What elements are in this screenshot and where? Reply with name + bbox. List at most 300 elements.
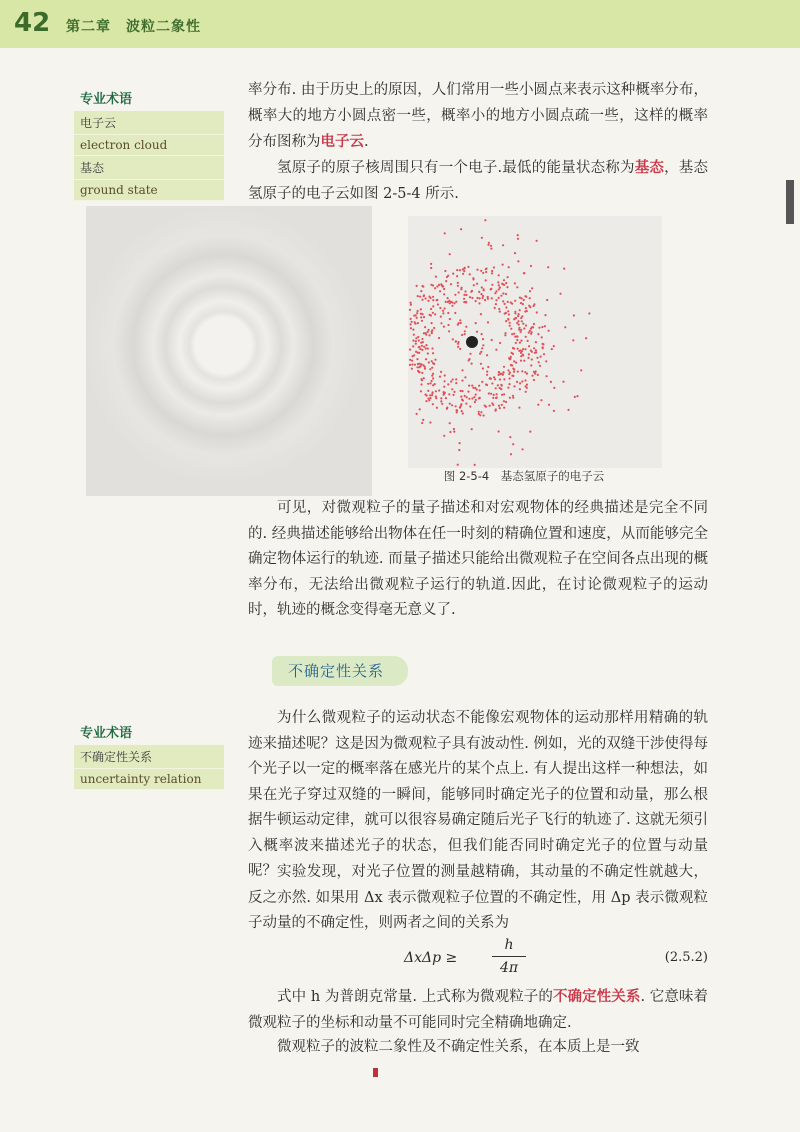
interference-image: [86, 206, 372, 496]
cloud-dot: [520, 317, 522, 319]
cloud-dot: [517, 315, 519, 317]
cloud-dot: [438, 389, 440, 391]
cloud-dot: [416, 358, 418, 360]
cloud-dot: [438, 337, 440, 339]
cloud-dot: [512, 443, 514, 445]
cloud-dot: [442, 312, 444, 314]
cloud-dot: [538, 361, 540, 363]
cloud-dot: [512, 347, 514, 349]
cloud-dot: [517, 371, 519, 373]
cloud-dot: [494, 410, 496, 412]
cloud-dot: [530, 265, 532, 267]
cloud-dot: [573, 314, 575, 316]
term-electron-cloud: 电子云: [320, 133, 364, 150]
cloud-dot: [443, 386, 445, 388]
cloud-dot: [486, 354, 488, 356]
cloud-dot: [461, 287, 463, 289]
cloud-dot: [431, 375, 433, 377]
cloud-dot: [520, 302, 522, 304]
cloud-dot: [421, 422, 423, 424]
cloud-dot: [486, 374, 488, 376]
para-text: 氢原子的原子核周围只有一个电子.最低的能量状态称为: [277, 160, 635, 176]
cloud-dot: [411, 321, 413, 323]
cloud-dot: [431, 380, 433, 382]
cloud-dot: [429, 421, 431, 423]
cloud-dot: [418, 346, 420, 348]
cloud-dot: [449, 431, 451, 433]
cloud-dot: [453, 431, 455, 433]
cloud-dot: [421, 320, 423, 322]
cloud-dot: [515, 342, 517, 344]
cloud-dot: [525, 307, 527, 309]
cloud-dot: [503, 279, 505, 281]
cloud-dot: [482, 338, 484, 340]
glossary-term: uncertainty relation: [74, 769, 224, 790]
cloud-dot: [519, 382, 521, 384]
cloud-dot: [409, 309, 411, 311]
cloud-dot: [464, 330, 466, 332]
cloud-dot: [409, 349, 411, 351]
cloud-dot: [482, 295, 484, 297]
cloud-dot: [509, 397, 511, 399]
cloud-dot: [530, 364, 532, 366]
cloud-dot: [480, 363, 482, 365]
para-text: 微观粒子的波粒二象性及不确定性关系，在本质上是一致: [277, 1039, 640, 1055]
cloud-dot: [509, 322, 511, 324]
cloud-dot: [416, 285, 418, 287]
cloud-dot: [499, 287, 501, 289]
cloud-dot: [518, 313, 520, 315]
cloud-dot: [464, 290, 466, 292]
cloud-dot: [523, 360, 525, 362]
cloud-dot: [436, 299, 438, 301]
cloud-dot: [472, 278, 474, 280]
cloud-dot: [463, 294, 465, 296]
cloud-dot: [419, 348, 421, 350]
cloud-dot: [522, 303, 524, 305]
cloud-dot: [507, 369, 509, 371]
cloud-dot: [448, 330, 450, 332]
cloud-dot: [502, 292, 504, 294]
cloud-dot: [511, 333, 513, 335]
cloud-dot: [520, 355, 522, 357]
cloud-dot: [459, 269, 461, 271]
cloud-dot: [495, 290, 497, 292]
cloud-dot: [548, 404, 550, 406]
cloud-dot: [563, 268, 565, 270]
cloud-dot: [496, 393, 498, 395]
cloud-dot: [525, 324, 527, 326]
page-edge-mark: [786, 180, 794, 224]
cloud-dot: [454, 294, 456, 296]
cloud-dot: [520, 331, 522, 333]
cloud-dot: [457, 285, 459, 287]
cloud-dot: [464, 395, 466, 397]
cloud-dot: [524, 348, 526, 350]
cloud-dot: [517, 234, 519, 236]
cloud-dot: [496, 396, 498, 398]
cloud-dot: [478, 385, 480, 387]
cloud-dot: [503, 407, 505, 409]
cloud-dot: [498, 405, 500, 407]
cloud-dot: [469, 353, 471, 355]
uncertainty-formula: [400, 936, 730, 980]
cloud-dot: [454, 312, 456, 314]
cloud-dot: [410, 304, 412, 306]
cloud-dot: [503, 400, 505, 402]
cloud-dot: [445, 397, 447, 399]
cloud-dot: [505, 306, 507, 308]
cloud-dot: [567, 409, 569, 411]
cloud-dot: [465, 326, 467, 328]
cloud-dot: [447, 383, 449, 385]
cloud-dot: [432, 305, 434, 307]
cloud-dot: [474, 464, 476, 466]
page-header: [0, 0, 800, 48]
paragraph-6: [248, 984, 708, 1036]
cloud-dot: [426, 395, 428, 397]
cloud-dot: [484, 405, 486, 407]
cloud-dot: [519, 349, 521, 351]
cloud-dot: [519, 342, 521, 344]
cloud-dot: [467, 391, 469, 393]
cloud-dot: [447, 312, 449, 314]
cloud-dot: [434, 287, 436, 289]
cloud-dot: [516, 335, 518, 337]
cloud-dot: [431, 347, 433, 349]
cloud-dot: [443, 288, 445, 290]
cloud-dot: [580, 369, 582, 371]
cloud-dot: [513, 333, 515, 335]
cloud-dot: [438, 284, 440, 286]
cloud-dot: [503, 378, 505, 380]
cloud-dot: [440, 316, 442, 318]
cloud-dot: [544, 325, 546, 327]
cloud-dot: [497, 281, 499, 283]
cloud-dot: [452, 273, 454, 275]
cloud-dot: [420, 390, 422, 392]
cloud-dot: [460, 396, 462, 398]
cloud-dot: [480, 351, 482, 353]
cloud-dot: [420, 383, 422, 385]
cloud-dot: [491, 382, 493, 384]
cloud-dot: [409, 359, 411, 361]
cloud-dot: [468, 398, 470, 400]
cloud-dot: [553, 410, 555, 412]
cloud-dot: [490, 248, 492, 250]
cloud-dot: [431, 331, 433, 333]
formula-numerator: h: [504, 937, 514, 953]
cloud-dot: [480, 270, 482, 272]
cloud-dot: [428, 334, 430, 336]
cloud-dot: [428, 399, 430, 401]
cloud-dot: [511, 303, 513, 305]
cloud-dot: [432, 299, 434, 301]
page-number: 42: [14, 8, 51, 38]
cloud-dot: [449, 253, 451, 255]
cloud-dot: [453, 391, 455, 393]
cloud-dot: [474, 401, 476, 403]
cloud-dot: [469, 273, 471, 275]
cloud-dot: [528, 332, 530, 334]
cloud-dot: [430, 267, 432, 269]
cloud-dot: [461, 380, 463, 382]
cloud-dot: [517, 348, 519, 350]
cloud-dot: [443, 435, 445, 437]
cloud-dot: [431, 322, 433, 324]
cloud-dot: [432, 384, 434, 386]
cloud-dot: [428, 361, 430, 363]
cloud-dot: [417, 295, 419, 297]
cloud-dot: [451, 404, 453, 406]
cloud-dot: [421, 345, 423, 347]
cloud-dot: [459, 442, 461, 444]
cloud-dot: [478, 411, 480, 413]
para-text: 率分布. 由于历史上的原因，人们常用一些小圆点来表示这种概率分布，概率大的地方小圆点密一些，概率小的地方小圆点疏一些，这样的概率分布图称为: [248, 82, 708, 150]
cloud-dot: [516, 339, 518, 341]
cloud-dot: [574, 396, 576, 398]
cloud-dot: [526, 373, 528, 375]
cloud-dot: [455, 382, 457, 384]
cloud-dot: [461, 390, 463, 392]
cloud-dot: [443, 293, 445, 295]
cloud-dot: [449, 422, 451, 424]
cloud-dot: [430, 308, 432, 310]
cloud-dot: [418, 352, 420, 354]
cloud-dot: [481, 333, 483, 335]
cloud-dot: [514, 300, 516, 302]
sidebar-glossary-1: [74, 88, 224, 201]
cloud-dot: [412, 345, 414, 347]
cloud-dot: [504, 332, 506, 334]
cloud-dot: [564, 326, 566, 328]
cloud-dot: [553, 345, 555, 347]
cloud-dot: [505, 293, 507, 295]
cloud-dot: [498, 274, 500, 276]
cloud-dot: [446, 276, 448, 278]
glossary-term: electron cloud: [74, 135, 224, 156]
cloud-dot: [471, 290, 473, 292]
paragraph-2: [248, 155, 708, 207]
cloud-dot: [536, 357, 538, 359]
cloud-dot: [419, 296, 421, 298]
paragraph-1: [248, 78, 708, 156]
cloud-dot: [572, 339, 574, 341]
cloud-dot: [413, 334, 415, 336]
cloud-dot: [519, 309, 521, 311]
para-text: 可见，对微观粒子的量子描述和对宏观物体的经典描述是完全不同的. 经典描述能够给出物体在任一时刻的精确位置和速度，从而能够完全确定物体运行的轨迹. 而量子描述只能给出微观粒子在空间各点出现的概率分布，无法给出微观粒子运行的轨道.因此，在讨论微观粒子的运动时，轨迹的概念变得毫无意义了.: [248, 500, 708, 618]
cloud-dot: [417, 310, 419, 312]
cloud-dot: [540, 399, 542, 401]
cloud-dot: [529, 306, 531, 308]
cloud-dot: [546, 375, 548, 377]
cloud-dot: [537, 374, 539, 376]
cloud-dot: [461, 399, 463, 401]
cloud-dot: [410, 327, 412, 329]
cloud-dot: [481, 347, 483, 349]
electron-cloud-svg: [408, 216, 662, 468]
cloud-dot: [509, 358, 511, 360]
cloud-dot: [432, 312, 434, 314]
cloud-dot: [491, 284, 493, 286]
cloud-dot: [533, 323, 535, 325]
cloud-dot: [512, 397, 514, 399]
cloud-dot: [451, 305, 453, 307]
figure-electron-cloud: [86, 206, 682, 498]
cloud-dot: [484, 219, 486, 221]
cloud-dot: [432, 373, 434, 375]
cloud-dot: [411, 363, 413, 365]
cloud-dot: [421, 349, 423, 351]
cloud-dot: [455, 340, 457, 342]
cloud-dot: [421, 299, 423, 301]
cloud-dot: [531, 358, 533, 360]
cloud-dot: [536, 240, 538, 242]
cloud-dot: [436, 285, 438, 287]
cloud-dot: [493, 394, 495, 396]
cloud-dot: [537, 333, 539, 335]
cloud-dot: [495, 349, 497, 351]
cloud-dot: [493, 376, 495, 378]
cloud-dot: [522, 323, 524, 325]
cloud-dot: [430, 382, 432, 384]
cloud-dot: [527, 357, 529, 359]
cloud-dot: [458, 291, 460, 293]
cloud-dot: [530, 333, 532, 335]
term-ground-state: 基态: [634, 159, 665, 176]
cloud-dot: [490, 245, 492, 247]
cloud-dot: [542, 347, 544, 349]
cloud-dot: [461, 334, 463, 336]
cloud-dot: [508, 266, 510, 268]
cloud-dot: [516, 286, 518, 288]
equation-number: (2.5.2): [664, 950, 708, 965]
cloud-dot: [440, 371, 442, 373]
cloud-dot: [425, 297, 427, 299]
glossary-term: 基态: [74, 156, 224, 180]
cloud-dot: [425, 334, 427, 336]
cloud-dot: [410, 323, 412, 325]
cloud-dot: [524, 379, 526, 381]
cloud-dot: [427, 348, 429, 350]
cloud-dot: [432, 403, 434, 405]
cloud-dot: [541, 336, 543, 338]
cloud-dot: [503, 393, 505, 395]
cloud-dot: [427, 300, 429, 302]
cloud-dot: [456, 411, 458, 413]
paragraph-3: [248, 496, 708, 624]
cloud-dot: [517, 260, 519, 262]
cloud-dot: [491, 339, 493, 341]
cloud-dot: [485, 271, 487, 273]
cloud-dot: [431, 394, 433, 396]
cloud-dot: [487, 321, 489, 323]
cloud-dot: [471, 385, 473, 387]
cloud-dot: [510, 453, 512, 455]
cloud-dot: [518, 324, 520, 326]
cloud-dot: [508, 313, 510, 315]
cloud-dot: [475, 322, 477, 324]
glossary-title: 专业术语: [80, 92, 133, 107]
cloud-dot: [531, 287, 533, 289]
cloud-dot: [514, 252, 516, 254]
cloud-dot: [420, 290, 422, 292]
cloud-dot: [475, 394, 477, 396]
cloud-dot: [416, 317, 418, 319]
cloud-dot: [471, 363, 473, 365]
glossary-term: ground state: [74, 180, 224, 201]
cloud-dot: [444, 374, 446, 376]
cloud-dot: [411, 360, 413, 362]
cloud-dot: [511, 364, 513, 366]
cloud-dot: [418, 371, 420, 373]
cloud-dot: [481, 286, 483, 288]
cloud-dot: [487, 298, 489, 300]
cloud-dot: [546, 299, 548, 301]
cloud-dot: [484, 299, 486, 301]
cloud-dot: [542, 343, 544, 345]
cloud-dot: [434, 313, 436, 315]
cloud-dot: [475, 399, 477, 401]
cloud-dot: [490, 288, 492, 290]
cloud-dot: [415, 337, 417, 339]
cloud-dot: [431, 392, 433, 394]
cloud-dot: [419, 408, 421, 410]
cloud-dot: [443, 326, 445, 328]
cloud-dot: [525, 296, 527, 298]
cloud-dot: [429, 314, 431, 316]
cloud-dot: [467, 266, 469, 268]
cloud-dot: [533, 347, 535, 349]
formula-lhs: ΔxΔp ≥: [404, 950, 458, 966]
cloud-dot: [513, 360, 515, 362]
cloud-dot: [495, 299, 497, 301]
cloud-dot: [412, 355, 414, 357]
cloud-dot: [434, 359, 436, 361]
cloud-dot: [498, 284, 500, 286]
cloud-dot: [446, 408, 448, 410]
cloud-dot: [499, 407, 501, 409]
cloud-dot: [478, 302, 480, 304]
cloud-dot: [464, 333, 466, 335]
cloud-dot: [461, 369, 463, 371]
cloud-dot: [488, 242, 490, 244]
cloud-dot: [510, 328, 512, 330]
cloud-dot: [453, 428, 455, 430]
cloud-dot: [444, 392, 446, 394]
cloud-dot: [439, 290, 441, 292]
cloud-dot: [469, 405, 471, 407]
cloud-dot: [498, 430, 500, 432]
cloud-dot: [588, 312, 590, 314]
cloud-dot: [451, 388, 453, 390]
cloud-dot: [479, 297, 481, 299]
cloud-dot: [444, 232, 446, 234]
cloud-dot: [482, 344, 484, 346]
sidebar-glossary-2: [74, 722, 224, 790]
cloud-dot: [524, 310, 526, 312]
cloud-dot: [534, 352, 536, 354]
cloud-dot: [500, 388, 502, 390]
term-uncertainty-relation: 不确定性关系: [552, 988, 641, 1005]
cloud-dot: [422, 341, 424, 343]
cloud-dot: [423, 377, 425, 379]
cloud-dot: [538, 327, 540, 329]
cloud-dot: [531, 351, 533, 353]
cloud-dot: [512, 368, 514, 370]
cloud-dot: [491, 272, 493, 274]
cloud-dot: [502, 244, 504, 246]
